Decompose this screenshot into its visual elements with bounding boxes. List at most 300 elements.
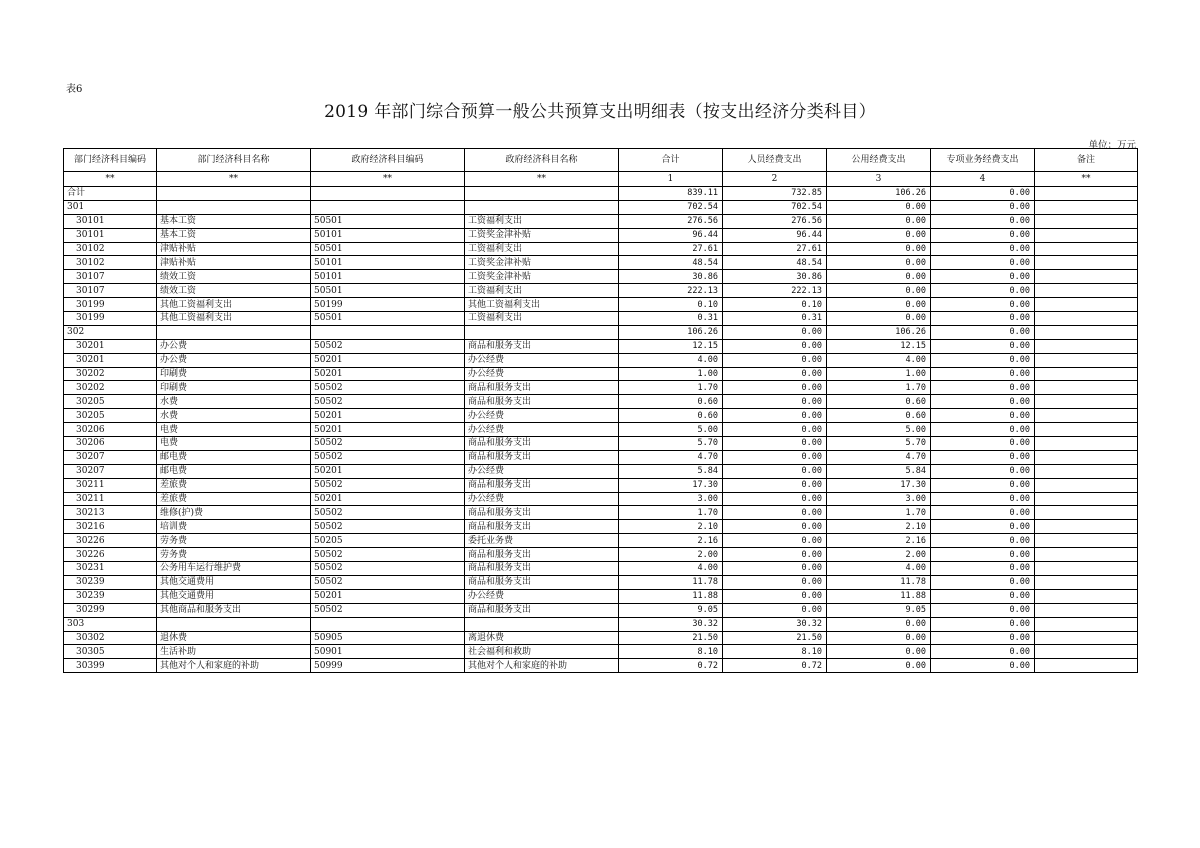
table-cell [1035,603,1138,617]
table-cell [1035,659,1138,673]
table-cell: 0.00 [723,450,827,464]
table-cell: 1.00 [619,367,723,381]
table-cell: 0.00 [931,548,1035,562]
col-header: 合计 [619,149,723,172]
table-cell: 4.70 [619,450,723,464]
table-cell: 0.00 [931,464,1035,478]
table-cell: 50999 [311,659,465,673]
table-cell: 17.30 [619,478,723,492]
table-cell: 0.00 [723,478,827,492]
table-cell: 商品和服务支出 [465,478,619,492]
table-cell: 0.00 [931,200,1035,214]
table-cell: 30226 [64,548,157,562]
table-cell [1035,589,1138,603]
table-cell: 0.00 [931,367,1035,381]
table-row [64,589,1138,603]
table-cell: 0.00 [723,520,827,534]
table-cell: 50201 [311,492,465,506]
col-header: 专项业务经费支出 [931,149,1035,172]
table-cell: 0.00 [931,270,1035,284]
table-cell: 其他交通费用 [157,575,311,589]
table-cell: 0.00 [931,187,1035,201]
table-cell: 30216 [64,520,157,534]
table-cell: 商品和服务支出 [465,562,619,576]
table-cell: 2.00 [619,548,723,562]
table-cell: 276.56 [723,214,827,228]
table-cell: 5.70 [827,437,931,451]
table-cell: 0.00 [931,228,1035,242]
table-cell [1035,617,1138,631]
budget-table [63,148,1138,673]
table-cell: 0.60 [619,395,723,409]
table-cell: 30239 [64,575,157,589]
table-cell: 30211 [64,492,157,506]
table-cell: 0.00 [931,631,1035,645]
table-cell: 5.00 [619,423,723,437]
index-cell: ** [465,172,619,187]
table-cell: 9.05 [827,603,931,617]
table-cell: 商品和服务支出 [465,381,619,395]
table-cell [1035,200,1138,214]
table-cell: 106.26 [827,325,931,339]
table-cell: 50502 [311,339,465,353]
table-cell: 2.00 [827,548,931,562]
table-cell: 工资奖金津补贴 [465,228,619,242]
table-cell: 0.00 [723,534,827,548]
table-cell: 50502 [311,478,465,492]
table-cell: 基本工资 [157,228,311,242]
table-cell: 商品和服务支出 [465,437,619,451]
index-cell: ** [311,172,465,187]
table-row [64,284,1138,298]
unit-label: 单位：万元 [1088,140,1136,151]
table-cell: 302 [64,325,157,339]
table-cell: 办公经费 [465,492,619,506]
table-row [64,395,1138,409]
table-cell: 0.00 [931,325,1035,339]
table-cell: 办公费 [157,353,311,367]
table-cell: 办公经费 [465,367,619,381]
table-cell: 30207 [64,464,157,478]
table-cell [1035,312,1138,326]
table-cell: 0.00 [931,478,1035,492]
table-cell: 30299 [64,603,157,617]
table-cell [465,187,619,201]
table-row [64,659,1138,673]
table-cell: 50201 [311,464,465,478]
table-cell: 水费 [157,395,311,409]
table-cell: 0.31 [723,312,827,326]
col-header: 政府经济科目名称 [465,149,619,172]
table-cell: 退休费 [157,631,311,645]
table-cell [1035,339,1138,353]
table-cell: 30205 [64,409,157,423]
table-cell: 106.26 [619,325,723,339]
table-cell: 276.56 [619,214,723,228]
col-header: 公用经费支出 [827,149,931,172]
table-cell: 0.00 [931,339,1035,353]
index-cell: ** [157,172,311,187]
table-cell [1035,534,1138,548]
table-cell: 17.30 [827,478,931,492]
table-cell: 0.00 [723,562,827,576]
index-cell: 3 [827,172,931,187]
table-cell: 27.61 [723,242,827,256]
table-cell [311,617,465,631]
table-cell: 4.70 [827,450,931,464]
col-header: 部门经济科目名称 [157,149,311,172]
table-cell: 0.00 [827,242,931,256]
table-cell: 702.54 [619,200,723,214]
table-cell: 商品和服务支出 [465,506,619,520]
table-cell: 培训费 [157,520,311,534]
col-header: 部门经济科目编码 [64,149,157,172]
table-row [64,325,1138,339]
table-cell: 30.32 [723,617,827,631]
table-cell [157,325,311,339]
index-cell: 1 [619,172,723,187]
table-cell: 0.00 [931,645,1035,659]
table-cell: 0.00 [723,506,827,520]
table-row [64,353,1138,367]
table-cell: 委托业务费 [465,534,619,548]
table-cell: 0.00 [931,492,1035,506]
table-cell: 96.44 [619,228,723,242]
table-row [64,617,1138,631]
table-cell: 0.00 [723,409,827,423]
table-cell: 商品和服务支出 [465,575,619,589]
table-row [64,437,1138,451]
table-cell: 50502 [311,603,465,617]
col-header: 政府经济科目编码 [311,149,465,172]
table-cell: 商品和服务支出 [465,339,619,353]
table-row [64,409,1138,423]
table-cell: 106.26 [827,187,931,201]
table-cell: 0.00 [827,270,931,284]
table-cell: 其他工资福利支出 [157,312,311,326]
table-cell: 办公经费 [465,353,619,367]
table-cell: 12.15 [827,339,931,353]
table-row [64,187,1138,201]
table-cell: 30206 [64,437,157,451]
table-cell: 50501 [311,312,465,326]
table-cell: 0.10 [619,298,723,312]
table-cell: 印刷费 [157,367,311,381]
table-number: 表6 [66,84,83,95]
table-cell: 0.00 [723,603,827,617]
table-row [64,214,1138,228]
table-cell: 0.00 [931,617,1035,631]
table-row [64,520,1138,534]
table-cell: 5.84 [619,464,723,478]
table-cell: 50502 [311,520,465,534]
col-header: 人员经费支出 [723,149,827,172]
table-cell: 5.00 [827,423,931,437]
table-cell: 水费 [157,409,311,423]
table-cell: 社会福利和救助 [465,645,619,659]
table-cell: 0.00 [827,228,931,242]
table-cell: 0.00 [827,659,931,673]
table-cell: 50502 [311,548,465,562]
table-cell: 办公经费 [465,464,619,478]
table-cell: 绩效工资 [157,270,311,284]
table-cell: 劳务费 [157,534,311,548]
table-cell: 工资福利支出 [465,242,619,256]
table-cell: 办公经费 [465,409,619,423]
table-cell: 301 [64,200,157,214]
table-cell: 其他工资福利支出 [157,298,311,312]
table-cell: 办公费 [157,339,311,353]
table-cell: 0.00 [827,256,931,270]
table-cell: 50502 [311,575,465,589]
table-cell: 50502 [311,437,465,451]
table-cell: 离退休费 [465,631,619,645]
table-cell [1035,367,1138,381]
table-cell: 50501 [311,242,465,256]
table-cell: 0.00 [723,423,827,437]
table-cell: 11.78 [619,575,723,589]
table-row [64,631,1138,645]
table-cell: 2.16 [619,534,723,548]
table-cell: 0.10 [723,298,827,312]
table-row [64,478,1138,492]
table-cell: 电费 [157,423,311,437]
table-cell: 其他工资福利支出 [465,298,619,312]
table-row [64,339,1138,353]
table-cell: 绩效工资 [157,284,311,298]
table-cell [1035,298,1138,312]
table-cell: 0.00 [723,395,827,409]
table-cell: 0.00 [827,284,931,298]
table-cell [1035,562,1138,576]
table-cell: 工资奖金津补贴 [465,270,619,284]
table-row [64,381,1138,395]
table-cell: 公务用车运行维护费 [157,562,311,576]
table-cell: 50501 [311,284,465,298]
table-cell: 0.00 [723,464,827,478]
table-cell: 50101 [311,228,465,242]
table-cell [1035,423,1138,437]
table-cell: 50502 [311,562,465,576]
table-cell [1035,631,1138,645]
table-cell [1035,645,1138,659]
table-cell: 50201 [311,423,465,437]
table-cell [1035,464,1138,478]
table-cell [465,325,619,339]
table-cell: 维修(护)费 [157,506,311,520]
table-cell: 邮电费 [157,450,311,464]
table-cell: 30201 [64,339,157,353]
table-cell: 0.00 [931,312,1035,326]
table-cell: 30202 [64,367,157,381]
table-row [64,256,1138,270]
table-cell: 工资福利支出 [465,214,619,228]
table-cell: 0.00 [723,589,827,603]
page-title: 2019 年部门综合预算一般公共预算支出明细表（按支出经济分类科目） [324,102,876,122]
table-cell: 0.00 [827,298,931,312]
table-cell: 0.00 [931,575,1035,589]
table-cell: 50201 [311,367,465,381]
table-cell [1035,381,1138,395]
table-cell [1035,520,1138,534]
table-cell [311,187,465,201]
table-cell: 0.00 [931,603,1035,617]
table-cell: 0.00 [827,200,931,214]
table-cell [1035,450,1138,464]
table-cell [1035,548,1138,562]
table-cell: 3.00 [827,492,931,506]
table-cell [1035,325,1138,339]
table-cell [311,325,465,339]
table-cell: 30.32 [619,617,723,631]
table-cell: 50201 [311,409,465,423]
table-cell: 2.16 [827,534,931,548]
table-row [64,603,1138,617]
table-cell: 劳务费 [157,548,311,562]
table-cell: 50199 [311,298,465,312]
table-cell: 0.00 [723,339,827,353]
table-cell: 3.00 [619,492,723,506]
table-cell [1035,437,1138,451]
table-cell: 0.00 [931,298,1035,312]
table-cell: 30102 [64,256,157,270]
table-cell: 商品和服务支出 [465,548,619,562]
table-cell [1035,506,1138,520]
table-cell: 30101 [64,214,157,228]
table-cell: 30239 [64,589,157,603]
table-cell: 8.10 [723,645,827,659]
table-cell: 0.00 [723,367,827,381]
table-cell: 0.72 [723,659,827,673]
table-cell: 1.70 [827,506,931,520]
table-cell: 其他对个人和家庭的补助 [157,659,311,673]
table-cell: 30201 [64,353,157,367]
table-cell: 0.00 [931,534,1035,548]
table-cell: 津贴补贴 [157,242,311,256]
table-cell: 0.00 [931,214,1035,228]
table-cell: 工资奖金津补贴 [465,256,619,270]
table-cell: 4.00 [619,353,723,367]
table-cell: 50502 [311,506,465,520]
table-cell: 0.00 [931,450,1035,464]
table-cell: 基本工资 [157,214,311,228]
table-cell: 0.00 [723,575,827,589]
table-cell [1035,256,1138,270]
table-cell: 839.11 [619,187,723,201]
table-row [64,562,1138,576]
table-cell: 0.00 [931,242,1035,256]
table-cell: 0.00 [931,409,1035,423]
table-cell: 2.10 [827,520,931,534]
table-cell: 0.31 [619,312,723,326]
table-cell: 0.60 [827,395,931,409]
table-cell: 96.44 [723,228,827,242]
table-cell: 0.00 [723,548,827,562]
table-cell: 5.84 [827,464,931,478]
table-cell: 30211 [64,478,157,492]
table-cell: 9.05 [619,603,723,617]
table-cell [1035,478,1138,492]
table-cell: 印刷费 [157,381,311,395]
table-cell: 工资福利支出 [465,312,619,326]
table-cell: 1.70 [619,506,723,520]
table-cell: 办公经费 [465,423,619,437]
table-cell: 0.00 [931,353,1035,367]
table-row [64,298,1138,312]
table-cell: 8.10 [619,645,723,659]
table-cell: 50502 [311,395,465,409]
table-cell: 0.00 [723,325,827,339]
table-cell: 1.00 [827,367,931,381]
table-cell: 222.13 [619,284,723,298]
table-cell: 30199 [64,298,157,312]
table-cell: 30206 [64,423,157,437]
table-cell: 0.00 [931,437,1035,451]
table-cell: 48.54 [619,256,723,270]
table-cell: 4.00 [827,353,931,367]
table-row [64,450,1138,464]
table-cell: 30213 [64,506,157,520]
table-row [64,423,1138,437]
table-cell: 21.50 [619,631,723,645]
table-cell: 702.54 [723,200,827,214]
table-cell: 其他交通费用 [157,589,311,603]
table-cell: 30102 [64,242,157,256]
table-cell: 1.70 [827,381,931,395]
table-cell: 0.00 [931,589,1035,603]
table-cell [1035,242,1138,256]
table-cell: 商品和服务支出 [465,395,619,409]
table-cell: 30231 [64,562,157,576]
table-cell: 48.54 [723,256,827,270]
table-cell: 4.00 [827,562,931,576]
table-cell: 差旅费 [157,478,311,492]
table-cell: 0.00 [931,256,1035,270]
table-cell: 工资福利支出 [465,284,619,298]
table-cell: 50501 [311,214,465,228]
table-cell: 0.00 [827,631,931,645]
table-row [64,506,1138,520]
table-row [64,270,1138,284]
index-cell: ** [64,172,157,187]
table-cell: 商品和服务支出 [465,603,619,617]
table-row [64,464,1138,478]
table-row [64,548,1138,562]
table-cell: 50502 [311,381,465,395]
table-cell: 0.00 [723,492,827,506]
index-cell: 4 [931,172,1035,187]
table-cell [1035,228,1138,242]
table-row [64,534,1138,548]
table-cell: 电费 [157,437,311,451]
table-cell: 50502 [311,450,465,464]
table-cell: 合计 [64,187,157,201]
table-cell: 50201 [311,353,465,367]
table-row [64,228,1138,242]
table-cell [465,200,619,214]
table-cell [1035,270,1138,284]
table-cell: 0.00 [931,520,1035,534]
table-cell [1035,575,1138,589]
table-cell: 30399 [64,659,157,673]
index-cell: 2 [723,172,827,187]
index-cell: ** [1035,172,1138,187]
table-cell: 0.00 [931,284,1035,298]
table-cell: 30107 [64,270,157,284]
table-cell: 商品和服务支出 [465,520,619,534]
table-cell: 50101 [311,270,465,284]
table-cell: 30305 [64,645,157,659]
